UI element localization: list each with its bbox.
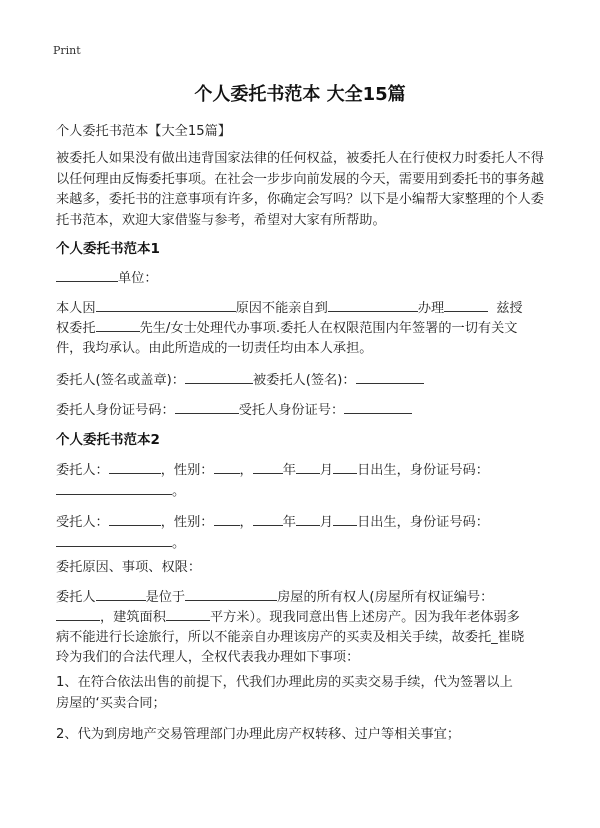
reasons-heading: 委托原因、事项、权限： [56, 560, 202, 575]
text: 房屋的所有权人(房屋所有权证编号： [277, 590, 494, 605]
blank [185, 369, 253, 384]
blank [96, 586, 146, 601]
blank [56, 532, 172, 547]
blank [56, 267, 118, 282]
text: 。 [172, 484, 186, 499]
agent-line [56, 511, 489, 530]
sample1-body-line1 [56, 297, 523, 316]
intro-paragraph: 被委托人如果没有做出违背国家法律的任何权益，被委托人在行使权力时委托人不得以任何理由反悔委托事项。在社会一步步向前发展的今天，需要用到委托书的事务越来越多，委托书的注意事项有许多，你确定会写吗？以下是小编帮大家整理的个人委托书范本，欢迎大家借鉴与参考，希望对大家有所帮助。 [56, 151, 544, 228]
text: 被委托人(签名)： [252, 373, 356, 388]
text: 权委托 [56, 321, 96, 336]
blank [333, 511, 357, 526]
text: 本人因 [56, 301, 96, 316]
text: 月 [319, 515, 334, 530]
page-title: 个人委托书范本 大全15篇 [194, 84, 406, 105]
unit-line [56, 267, 158, 286]
blank [166, 606, 210, 621]
blank [96, 317, 140, 332]
sample1-body-line3: 件，我均承认。由此所造成的一切责任均由本人承担。 [56, 341, 373, 356]
signature-line [56, 369, 424, 388]
blank [253, 511, 283, 526]
blank [253, 459, 283, 474]
text: ， [239, 463, 253, 478]
blank [56, 606, 100, 621]
blank [56, 480, 172, 495]
text: 平方米）。现我同意出售上述房产。因为我年老体弱多 [209, 610, 520, 625]
text: 月 [319, 463, 334, 478]
id-line [56, 399, 412, 418]
text: 年 [282, 463, 296, 478]
text: 兹授 [496, 301, 523, 316]
blank [344, 399, 412, 414]
blank [356, 369, 424, 384]
text: 日出生，身份证号码： [357, 515, 489, 530]
item-2: 2、代为到房地产交易管理部门办理此房产权转移、过户等相关事宜； [56, 727, 461, 742]
blank [328, 297, 418, 312]
text: 委托人身份证号码： [56, 403, 175, 418]
property-line4: 玲为我们的合法代理人，全权代表我办理如下事项： [56, 650, 360, 665]
text: 先生/女士处理代办事项.委托人在权限范围内年签署的一切有关文 [139, 321, 518, 336]
text: 。 [172, 536, 186, 551]
text: 年 [282, 515, 296, 530]
text: ， [239, 515, 253, 530]
blank [296, 459, 320, 474]
agent-line2 [56, 532, 185, 551]
property-line1 [56, 586, 493, 605]
text: ，性别： [160, 463, 214, 478]
blank [175, 399, 239, 414]
blank [214, 459, 240, 474]
print-label: Print [53, 44, 81, 57]
subtitle: 个人委托书范本【大全15篇】 [56, 124, 232, 139]
sample1-body-line2 [56, 317, 517, 336]
text: 原因不能亲自到 [235, 301, 328, 316]
text: 受托人： [56, 515, 109, 530]
text: 办理 [417, 301, 445, 316]
blank [109, 511, 161, 526]
blank [109, 459, 161, 474]
text: 委托人： [56, 463, 109, 478]
text: ，建筑面积 [100, 610, 166, 625]
property-line3: 病不能进行长途旅行，所以不能亲自办理该房产的买卖及相关手续，故委托_崔晓 [56, 630, 525, 645]
sample2-heading: 个人委托书范本2 [56, 432, 160, 448]
text: ，性别： [160, 515, 214, 530]
blank [333, 459, 357, 474]
text: 日出生，身份证号码： [357, 463, 489, 478]
sample1-heading: 个人委托书范本1 [56, 241, 160, 257]
blank [296, 511, 320, 526]
principal-line [56, 459, 489, 478]
item-1: 1、在符合依法出售的前提下，代我们办理此房的买卖交易手续，代为签署以上房屋的‘买卖合同； [56, 675, 513, 711]
principal-line2 [56, 480, 185, 499]
unit-label: 单位： [118, 271, 158, 286]
blank [96, 297, 236, 312]
property-line2 [56, 606, 520, 625]
blank [185, 586, 277, 601]
blank [214, 511, 240, 526]
text: 受托人身份证号： [238, 403, 345, 418]
blank [444, 297, 488, 312]
text: 委托人(签名或盖章)： [56, 373, 185, 388]
text: 委托人 [56, 590, 96, 605]
text: 是位于 [145, 590, 186, 605]
